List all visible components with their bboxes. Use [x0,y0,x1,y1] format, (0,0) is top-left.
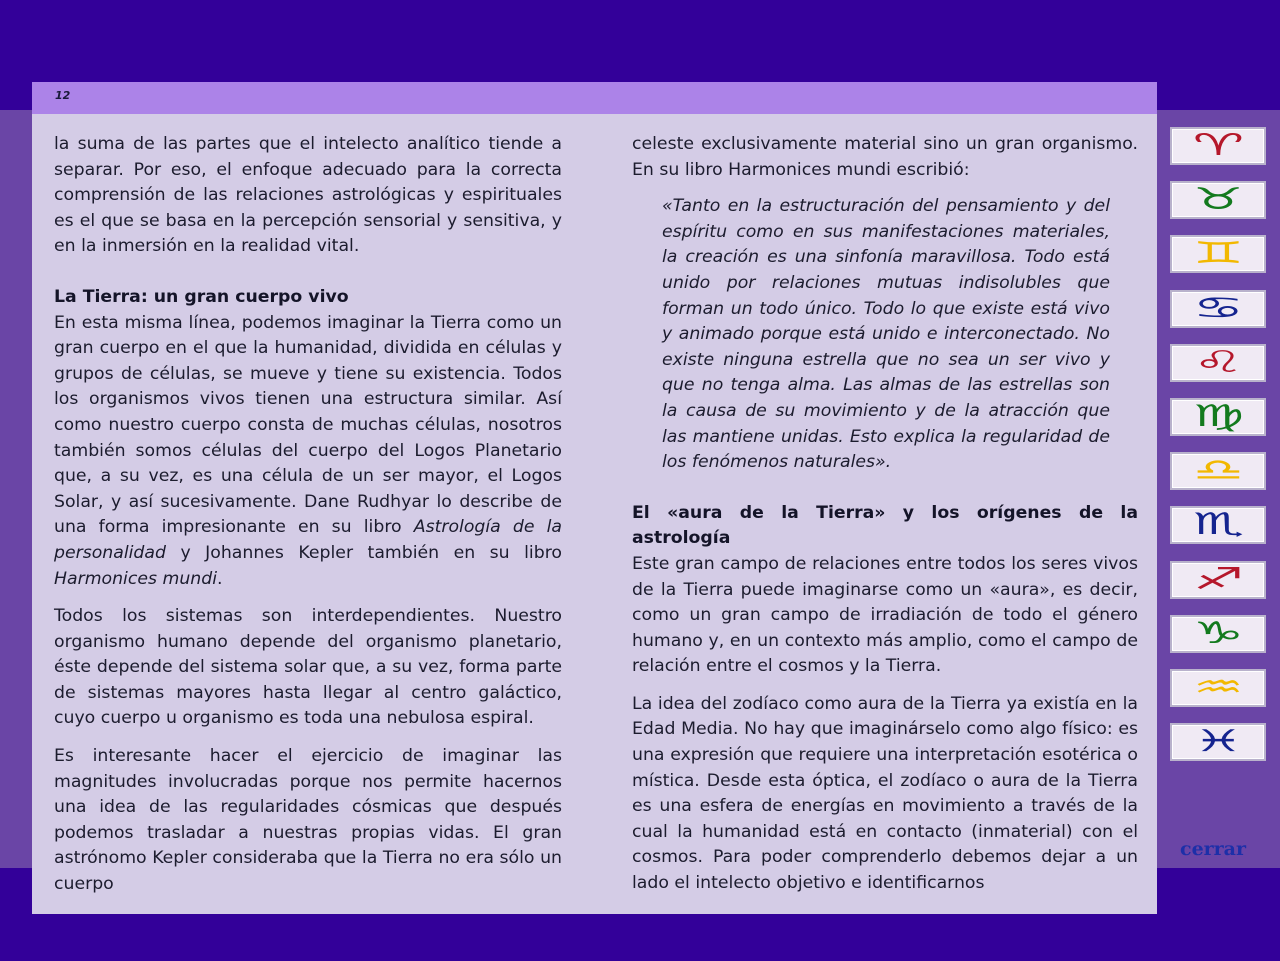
scorpio-icon: ♏ [1192,507,1244,542]
zodiac-button-cancer[interactable] [1170,290,1266,328]
zodiac-button-sagittarius[interactable] [1170,561,1266,599]
left-paragraph-2-text-b: y Johannes Kepler también en su libro [165,542,562,563]
book-page [32,82,1157,914]
page-header [32,82,1157,114]
section-heading-aura: El «aura de la Tierra» y los orígenes de la astrología [632,502,1138,549]
zodiac-button-capricorn[interactable] [1170,615,1266,653]
zodiac-button-virgo[interactable] [1170,398,1266,436]
pisces-icon: ♓ [1192,724,1244,759]
zodiac-button-libra[interactable] [1170,452,1266,490]
aries-icon: ♈ [1192,128,1244,163]
leo-icon: ♌ [1192,345,1244,380]
left-paragraph-1: la suma de las partes que el intelecto analítico tiende a separar. Por eso, el enfoque adecuado para la correcta comprensión de las relaciones astrológicas y espirituales es el que se basa en la percepción sensorial y sensitiva, y en la inmersión en la realidad vital. [54,134,562,257]
taurus-icon: ♉ [1192,182,1244,217]
zodiac-button-gemini[interactable] [1170,235,1266,273]
cancer-icon: ♋ [1192,291,1244,326]
gemini-icon: ♊ [1192,236,1244,271]
zodiac-button-taurus[interactable] [1170,181,1266,219]
left-column [54,132,562,898]
left-paragraph-3: Todos los sistemas son interdependientes. Nuestro organismo humano depende del organismo planetario, éste depende del sistema solar que, a su vez, forma parte de sistemas mayores hasta llegar al centro galáctico, cuyo cuerpo u organismo es toda una nebulosa espiral. [54,606,562,729]
libra-icon: ♎ [1192,453,1244,488]
zodiac-button-scorpio[interactable] [1170,506,1266,544]
right-paragraph-2: Este gran campo de relaciones entre todos los seres vivos de la Tierra puede imaginarse como un «aura», es decir, como un gran campo de irradiación de todo el género humano y, en un contexto más amplio, como el campo de relación entre el cosmos y la Tierra. [632,553,1138,677]
book-title-harmonices: Harmonices mundi [54,568,217,589]
left-paragraph-2 [54,311,562,593]
section-heading-tierra: La Tierra: un gran cuerpo vivo [54,286,349,307]
right-column [632,132,1138,897]
capricorn-icon: ♑ [1192,616,1244,651]
left-paragraph-4: Es interesante hacer el ejercicio de imaginar las magnitudes involucradas porque nos permite hacernos una idea de las regularidades cósmicas que después podemos trasladar a nuestras propias vidas. El gran astrónomo Kepler consideraba que la Tierra no era sólo un cuerpo [54,746,562,895]
kepler-quote: «Tanto en la estructuración del pensamiento y del espíritu como en sus manifestaciones materiales, la creación es una sinfonía maravillosa. Todo está unido por relaciones mutuas indisolubles que forman un todo único. Todo lo que existe está vivo y animado porque está unido e interconectado. No existe ninguna estrella que no sea un ser vivo y que no tenga alma. Las almas de las estrellas son la causa de su movimiento y de la atracción que las mantiene unidas. Esto explica la regularidad de los fenómenos naturales». [662,196,1110,473]
right-paragraph-1: celeste exclusivamente material sino un gran organismo. En su libro Harmonices mundi escribió: [632,134,1138,180]
book-title-astrologia: Astrología de la personalidad [54,517,562,563]
close-button[interactable]: cerrar [1180,838,1246,860]
aquarius-icon: ♒ [1192,670,1244,705]
page-number: 12 [55,89,71,102]
zodiac-button-leo[interactable] [1170,344,1266,382]
left-paragraph-2-text-a: En esta misma línea, podemos imaginar la Tierra como un gran cuerpo en el que la humanidad, dividida en células y grupos de células, se mueve y tiene su existencia. Todos los organismos vivos tienen una estructura similar. Así como nuestro cuerpo consta de muchas células, nosotros también somos células del cuerpo del Logos Planetario que, a su vez, es una célula de un ser mayor, el Logos Solar, y así sucesivamente. Dane Rudhyar lo describe de una forma impresionante en su libro [54,312,562,538]
sagittarius-icon: ♐ [1192,562,1244,597]
left-paragraph-2-text-c: . [217,568,223,589]
zodiac-button-pisces[interactable] [1170,723,1266,761]
zodiac-button-aries[interactable] [1170,127,1266,165]
zodiac-button-aquarius[interactable] [1170,669,1266,707]
right-paragraph-3: La idea del zodíaco como aura de la Tierra ya existía en la Edad Media. No hay que imaginárselo como algo físico: es una expresión que requiere una interpretación esotérica o mística. Desde esta óptica, el zodíaco o aura de la Tierra es una esfera de energías en movimiento a través de la cual la humanidad está en contacto (inmaterial) con el cosmos. Para poder comprenderlo debemos dejar a un lado el intelecto objetivo e identificarnos [632,693,1138,894]
virgo-icon: ♍ [1192,399,1244,434]
